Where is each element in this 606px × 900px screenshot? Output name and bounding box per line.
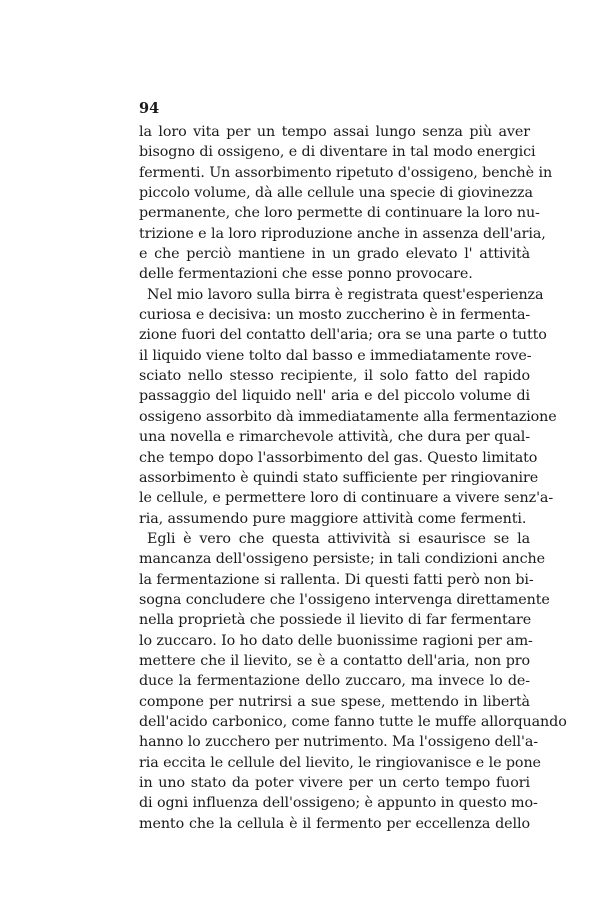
text-line: di ogni influenza dell'ossigeno; è appunto in questo mo- <box>139 795 538 812</box>
text-line: zione fuori del contatto dell'aria; ora se una parte o tutto <box>139 327 547 344</box>
page-body <box>139 122 567 834</box>
page-number: 94 <box>139 100 160 117</box>
text-line: in uno stato da poter vivere per un certo tempo fuori <box>139 775 530 791</box>
text-line: curiosa e decisiva: un mosto zuccherino è in fermenta- <box>139 307 531 324</box>
text-line: trizione e la loro riproduzione anche in assenza dell'aria, <box>139 225 546 242</box>
text-line: una novella e rimarchevole attività, che dura per qual- <box>139 429 530 446</box>
text-line: lo zuccaro. Io ho dato delle buonissime ragioni per am- <box>139 632 533 649</box>
text-line: piccolo volume, dà alle cellule una specie di giovinezza <box>139 185 533 202</box>
text-line: permanente, che loro permette di continuare la loro nu- <box>139 205 540 222</box>
text-line: passaggio del liquido nell' aria e del piccolo volume di <box>139 388 530 405</box>
text-line: la loro vita per un tempo assai lungo senza più aver <box>139 124 530 140</box>
text-line: le cellule, e permettere loro di continuare a vivere senz'a- <box>139 490 554 507</box>
text-line: hanno lo zucchero per nutrimento. Ma l'ossigeno dell'a- <box>139 734 538 751</box>
text-line: la fermentazione si rallenta. Di questi fatti però non bi- <box>139 571 534 588</box>
text-line: mancanza dell'ossigeno persiste; in tali condizioni anche <box>139 551 545 568</box>
text-line: che tempo dopo l'assorbimento del gas. Questo limitato <box>139 449 538 466</box>
text-line: compone per nutrirsi a sue spese, mettendo in libertà <box>139 693 530 710</box>
text-line: mettere che il lievito, se è a contatto dell'aria, non pro <box>139 652 530 669</box>
text-line: ria eccita le cellule del lievito, le ringiovanisce e le pone <box>139 754 541 771</box>
text-line: Egli è vero che questa attivività si esaurisce se la <box>147 530 530 547</box>
book-page <box>139 100 567 834</box>
text-line: e che perciò mantiene in un grado elevato l' attività <box>139 246 530 263</box>
text-line: ossigeno assorbito dà immediatamente alla fermentazione <box>139 408 557 425</box>
text-line: bisogno di ossigeno, e di diventare in tal modo energici <box>139 144 536 161</box>
text-line: dell'acido carbonico, come fanno tutte le muffe allorquando <box>139 713 567 730</box>
text-line: ria, assumendo pure maggiore attività come fermenti. <box>139 510 527 527</box>
text-line: fermenti. Un assorbimento ripetuto d'ossigeno, benchè in <box>139 164 553 181</box>
text-line: mento che la cellula è il fermento per eccellenza dello <box>139 815 530 832</box>
text-line: delle fermentazioni che esse ponno provocare. <box>139 266 473 283</box>
text-line: sciato nello stesso recipiente, il solo fatto del rapido <box>139 368 530 385</box>
text-line: nella proprietà che possiede il lievito di far fermentare <box>139 612 532 629</box>
text-line: Nel mio lavoro sulla birra è registrata quest'esperienza <box>147 286 544 303</box>
text-line: duce la fermentazione dello zuccaro, ma invece lo de- <box>139 673 530 690</box>
text-line: sogna concludere che l'ossigeno intervenga direttamente <box>139 591 550 608</box>
text-line: assorbimento è quindi stato sufficiente per ringiovanire <box>139 469 539 486</box>
text-line: il liquido viene tolto dal basso e immediatamente rove- <box>139 347 532 364</box>
